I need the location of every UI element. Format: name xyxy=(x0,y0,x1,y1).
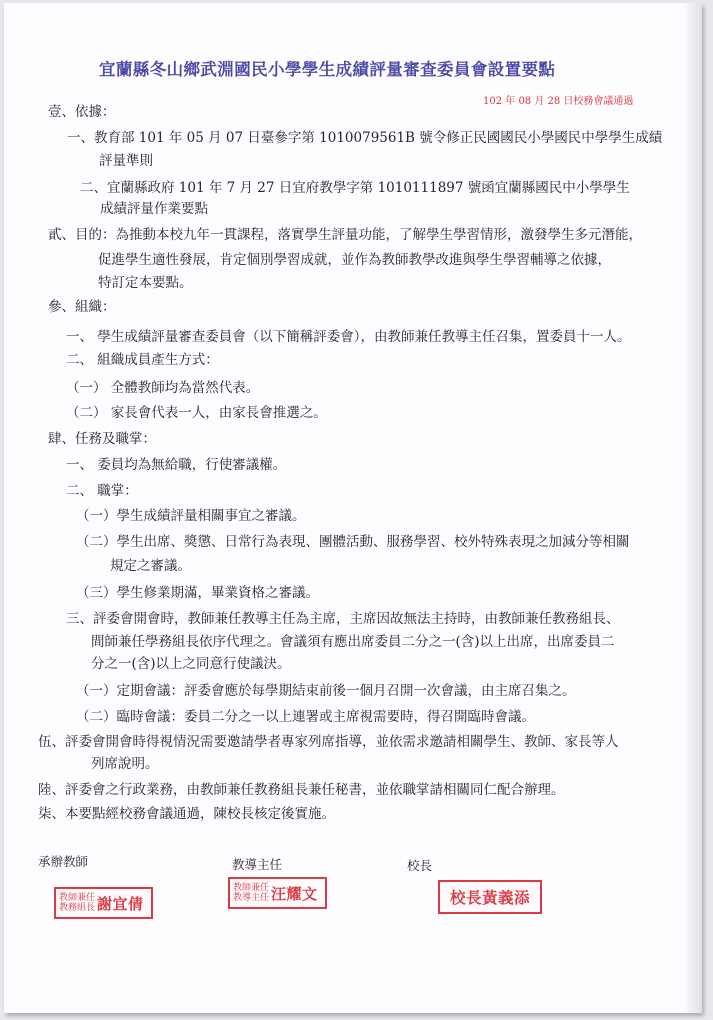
seal-director-title-1: 教師兼任 xyxy=(233,883,270,893)
page-edge xyxy=(684,3,702,1013)
section-heading: 伍、評委會開會時得視情況需要邀請學者專家列席指導，並依需求邀請相關學生、教師、家長等人 xyxy=(38,734,619,750)
body-line: 一、 學生成績評量審查委員會（以下簡稱評委會），由教師兼任教導主任召集，置委員十一人。 xyxy=(66,329,631,345)
body-line: 二、 職掌： xyxy=(66,483,138,499)
body-line: （二） 家長會代表一人，由家長會推選之。 xyxy=(66,405,327,421)
body-line: 特訂定本要點。 xyxy=(98,275,193,291)
role-label-director: 教導主任 xyxy=(232,857,283,872)
seal-teacher-title-2: 教務組長 xyxy=(59,903,96,913)
seal-teacher-title-1: 教師兼任 xyxy=(59,893,96,903)
body-line: （一）學生成績評量相關事宜之審議。 xyxy=(76,508,306,524)
seal-principal xyxy=(438,880,542,914)
body-line: （二）學生出席、獎懲、日常行為表現、團體活動、服務學習、校外特殊表現之加減分等相關 xyxy=(76,534,630,550)
body-line: 間師兼任學務組長依序代理之。會議須有應出席委員二分之一(含)以上出席，出席委員二 xyxy=(91,634,615,650)
document-page xyxy=(4,3,702,1013)
section-heading: 壹、依據： xyxy=(48,104,116,120)
body-line: 成績評量作業要點 xyxy=(100,201,208,217)
body-line: 規定之審議。 xyxy=(110,558,191,574)
body-line: 列席說明。 xyxy=(91,756,159,772)
seal-principal-name: 校長黃義添 xyxy=(449,888,530,907)
body-line: （二）臨時會議：委員二分之一以上連署或主席視需要時，得召開臨時會議。 xyxy=(76,709,535,725)
body-line: （一）定期會議：評委會應於每學期結束前後一個月召開一次會議，由主席召集之。 xyxy=(76,683,576,699)
section-heading: 貳、目的：為推動本校九年一貫課程，落實學生評量功能，了解學生學習情形，激發學生多元潛能， xyxy=(48,227,642,243)
role-label-teacher: 承辦教師 xyxy=(38,854,89,869)
body-line: 分之一(含)以上之同意行使議決。 xyxy=(91,656,291,672)
body-line: 二、宜蘭縣政府 101 年 7 月 27 日宜府教學字第 1010111897 號函宜蘭縣國民中小學學生 xyxy=(80,180,630,196)
section-heading: 陸、評委會之行政業務，由教師兼任教務組長兼任秘書，並依職掌請相關同仁配合辦理。 xyxy=(38,782,565,798)
seal-director-name: 汪耀文 xyxy=(271,884,318,903)
body-line: 一、 委員均為無給職，行使審議權。 xyxy=(66,457,287,473)
seal-director xyxy=(228,877,327,909)
body-line: 促進學生適性發展，肯定個別學習成就，並作為教師教學改進與學生學習輔導之依據， xyxy=(98,252,611,268)
section-heading: 肆、任務及職掌： xyxy=(48,431,156,447)
body-line: （三）學生修業期滿，畢業資格之審議。 xyxy=(76,585,319,601)
body-line: 評量準則 xyxy=(99,153,153,169)
seal-teacher-name: 謝宜倩 xyxy=(97,894,144,913)
section-heading: 柒、本要點經校務會議通過，陳校長核定後實施。 xyxy=(38,806,335,822)
body-line: 二、 組織成員產生方式： xyxy=(66,352,219,368)
seal-director-title-2: 教導主任 xyxy=(233,893,270,903)
body-line: （一） 全體教師均為當然代表。 xyxy=(66,380,260,396)
section-heading: 參、組織： xyxy=(48,299,116,315)
approval-note: 102 年 08 月 28 日校務會議通過 xyxy=(483,96,634,107)
body-line: 一、教育部 101 年 05 月 07 日臺參字第 1010079561B 號令修正民國國民小學國民中學學生成績 xyxy=(67,130,663,146)
body-line: 三、評委會開會時，教師兼任教導主任為主席，主席因故無法主持時，由教師兼任教務組長、 xyxy=(66,611,620,627)
seal-teacher xyxy=(54,887,153,919)
document-title: 宜蘭縣冬山鄉武淵國民小學學生成績評量審查委員會設置要點 xyxy=(99,60,556,79)
role-label-principal: 校長 xyxy=(407,858,433,873)
